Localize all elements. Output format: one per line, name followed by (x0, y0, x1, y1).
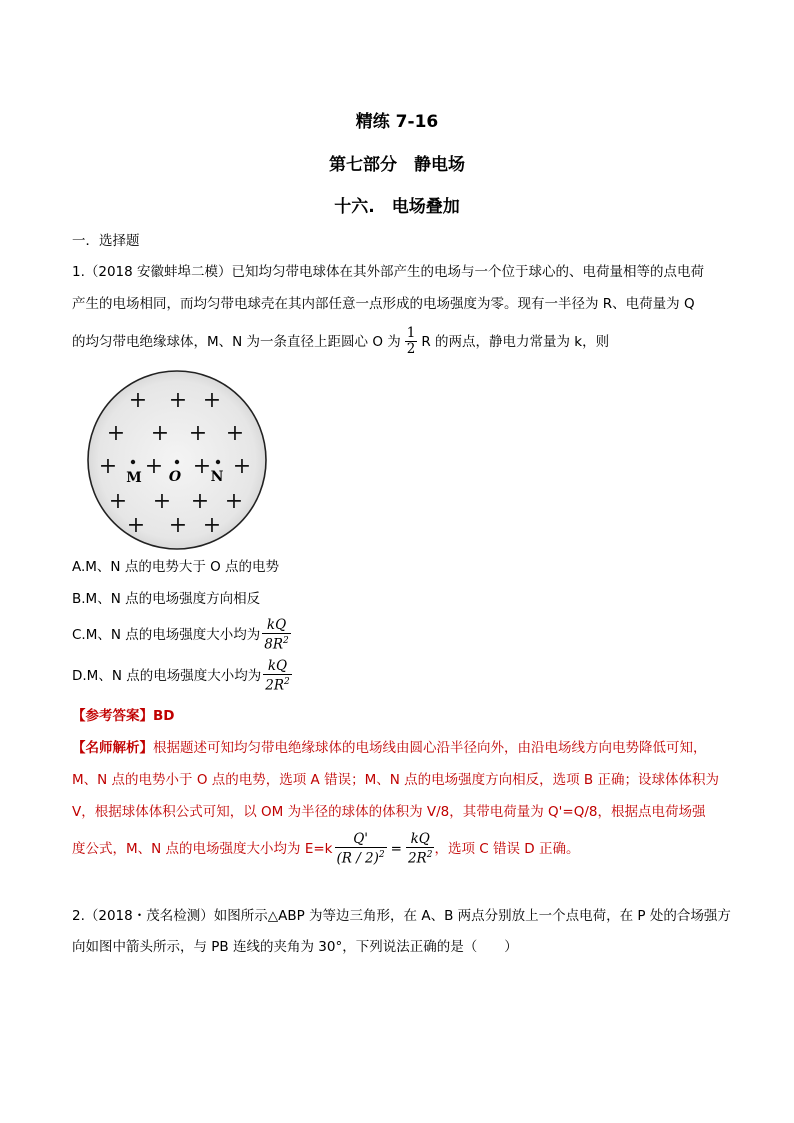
analysis-frac2-den (406, 848, 435, 867)
analysis-frac1-den-sup: 2 (378, 850, 385, 860)
plus-charge: + (144, 454, 164, 479)
analysis-line1 (72, 738, 707, 758)
option-c-den-base: 8R (264, 636, 284, 653)
analysis-fraction-2 (406, 832, 435, 867)
plus-charge: + (168, 388, 188, 413)
plus-charge: + (192, 454, 212, 479)
analysis-fraction-1 (335, 832, 387, 867)
option-d-num: kQ (263, 659, 292, 675)
charged-sphere-figure (82, 365, 272, 555)
plus-charge: + (188, 421, 208, 446)
analysis-line2: M、N 点的电势小于 O 点的电势，选项 A 错误；M、N 点的电场强度方向相反，选项 B 正确；设球体体积为 (72, 772, 719, 788)
q2-line2: 向如图中箭头所示，与 PB 连线的夹角为 30°，下列说法正确的是（ ） (72, 939, 518, 955)
plus-charge: + (224, 489, 244, 514)
plus-charge: + (190, 489, 210, 514)
option-d (72, 659, 292, 694)
analysis-tag: 【名师解析】 (72, 740, 153, 756)
half-den: 2 (406, 341, 416, 357)
plus-charge: + (150, 421, 170, 446)
label-N: N (210, 469, 224, 485)
analysis-frac2-num: kQ (406, 832, 435, 848)
analysis-frac1-den-base: (R / 2) (336, 850, 379, 867)
q1-line1: 1.（2018 安徽蚌埠二模）已知均匀带电球体在其外部产生的电场与一个位于球心的、电荷量相等的点电荷 (72, 264, 705, 280)
plus-charge: + (152, 489, 172, 514)
option-a: A.M、N 点的电势大于 O 点的电势 (72, 559, 280, 575)
plus-charge: + (202, 388, 222, 413)
option-d-den-sup: 2 (284, 677, 290, 687)
analysis-line1-text: 根据题述可知均匀带电绝缘球体的电场线由圆心沿半径向外，由沿电场线方向电势降低可知， (153, 740, 707, 756)
q1-line3-a: 的均匀带电绝缘球体，M、N 为一条直径上距圆心 O 为 (72, 333, 401, 350)
section-label: 一．选择题 (72, 233, 140, 249)
label-M: M (126, 470, 142, 486)
answer: 【参考答案】BD (72, 708, 175, 724)
plus-charge: + (126, 513, 146, 538)
plus-charge: + (225, 421, 245, 446)
analysis-line3: V，根据球体体积公式可知，以 OM 为半径的球体的体积为 V/8，其带电荷量为 Q'=Q/8，根据点电荷场强 (72, 804, 706, 820)
analysis-equals: = (390, 841, 402, 858)
option-d-den-base: 2R (265, 677, 284, 694)
analysis-line4-b: ，选项 C 错误 D 正确。 (434, 841, 580, 858)
analysis-frac1-den (335, 848, 387, 867)
q1-line2: 产生的电场相同，而均匀带电球壳在其内部任意一点形成的电场强度为零。现有一半径为 R、电荷量为 Q (72, 296, 695, 312)
half-num: 1 (406, 325, 416, 341)
plus-charge: + (128, 388, 148, 413)
q2-line1: 2.（2018・茂名检测）如图所示△ABP 为等边三角形，在 A、B 两点分别放上一个点电荷，在 P 处的合场强方 (72, 908, 731, 924)
half-fraction (405, 326, 418, 357)
q1-line3 (72, 326, 609, 357)
point-O-dot (175, 460, 179, 464)
point-N-dot (216, 460, 220, 464)
option-c-num: kQ (262, 618, 291, 634)
option-c-den (262, 634, 291, 653)
option-d-fraction (263, 659, 292, 694)
option-c-den-sup: 2 (283, 636, 289, 646)
option-d-text: D.M、N 点的电场强度大小均为 (72, 668, 262, 685)
point-M-dot (131, 460, 135, 464)
option-b: B.M、N 点的电场强度方向相反 (72, 591, 261, 607)
option-d-den (263, 675, 292, 694)
plus-charge: + (168, 513, 188, 538)
plus-charge: + (98, 454, 118, 479)
option-c (72, 618, 291, 653)
plus-charge: + (202, 513, 222, 538)
part-title: 第七部分 静电场 (329, 155, 465, 175)
analysis-frac2-den-base: 2R (407, 850, 427, 867)
q1-line3-b: R 的两点，静电力常量为 k，则 (421, 333, 610, 350)
option-c-text: C.M、N 点的电场强度大小均为 (72, 627, 261, 644)
analysis-frac1-num: Q' (335, 832, 387, 848)
doc-title: 精练 7-16 (355, 112, 439, 132)
option-c-fraction (262, 618, 291, 653)
label-O: O (168, 469, 182, 485)
analysis-line4-a: 度公式，M、N 点的电场强度大小均为 E=k (72, 841, 333, 858)
plus-charge: + (106, 421, 126, 446)
analysis-frac2-den-sup: 2 (426, 850, 433, 860)
analysis-line4 (72, 832, 579, 867)
plus-charge: + (108, 489, 128, 514)
plus-charge: + (232, 454, 252, 479)
section-title: 十六. 电场叠加 (334, 197, 460, 217)
